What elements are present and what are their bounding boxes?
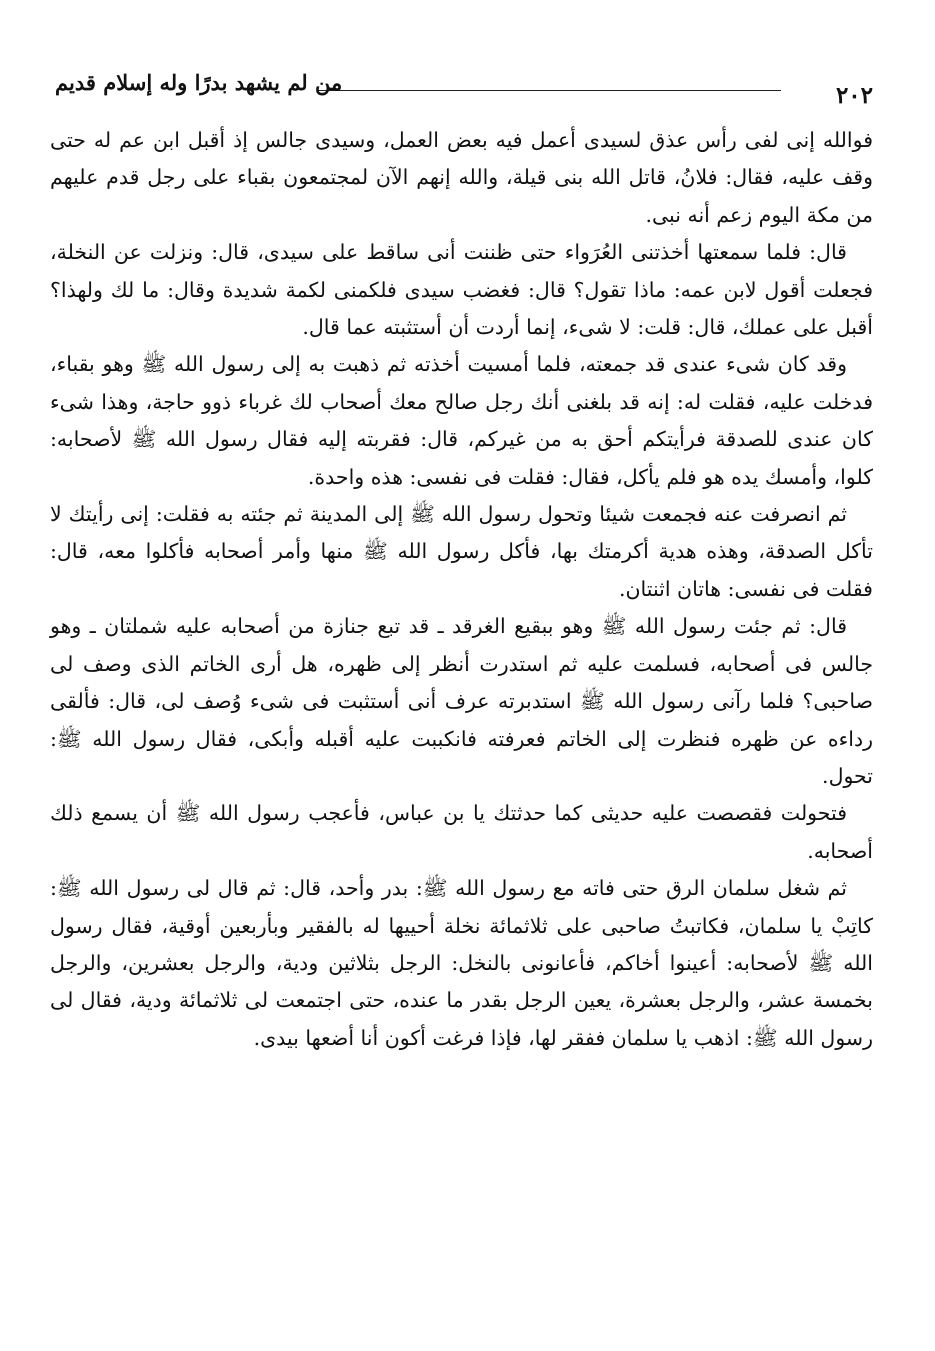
- page-number: ٢٠٢: [835, 82, 873, 109]
- paragraph: ثم شغل سلمان الرق حتى فاته مع رسول الله ﷺ: بدر وأحد، قال: ثم قال لى رسول الله ﷺ: كاتِبْ يا سلمان، فكاتبتُ صاحبى على ثلاثمائة نخلة أحييها له بالفقير وبأربعين أوقية، فقال رسول الله ﷺ لأصحابه: أعينوا أخاكم، فأعانونى بالنخل: الرجل بثلاثين ودية، والرجل بعشرين، والرجل بخمسة عشر، والرجل بعشرة، يعين الرجل بقدر ما عنده، حتى اجتمعت لى ثلاثمائة ودية، فقال لى رسول الله ﷺ: اذهب يا سلمان ففقر لها، فإذا فرغت أكون أنا أضعها بيدى.: [50, 876, 873, 1050]
- paragraph: فتحولت فقصصت عليه حديثى كما حدثتك يا بن عباس، فأعجب رسول الله ﷺ أن يسمع ذلك أصحابه.: [50, 801, 873, 863]
- paragraph: وقد كان شىء عندى قد جمعته، فلما أمسيت أخذته ثم ذهبت به إلى رسول الله ﷺ وهو بقباء، فدخلت عليه، فقلت له: إنه قد بلغنى أنك رجل صالح معك أصحاب لك غرباء ذوو حاجة، وهذا شىء كان عندى للصدقة فرأيتكم أحق به من غيركم، قال: فقربته إليه فقال رسول الله ﷺ لأصحابه: كلوا، وأمسك يده هو فلم يأكل، فقال: فقلت فى نفسى: هذه واحدة.: [50, 352, 873, 489]
- page-header: [55, 70, 873, 120]
- running-title: من لم يشهد بدرًا وله إسلام قديم: [55, 70, 343, 95]
- header-rule: [317, 90, 781, 91]
- paragraph: قال: فلما سمعتها أخذتنى العُرَواء حتى ظننت أنى ساقط على سيدى، قال: ونزلت عن النخلة، فجعلت أقول لابن عمه: ماذا تقول؟ قال: فغضب سيدى فلكمنى لكمة شديدة وقال: ما لك ولهذا؟ أقبل على عملك، قال: قلت: لا شىء، إنما أردت أن أستثبته عما قال.: [50, 240, 873, 340]
- paragraph: فوالله إنى لفى رأس عذق لسيدى أعمل فيه بعض العمل، وسيدى جالس إذ أقبل ابن عم له حتى وقف عليه، فقال: فلانُ، قاتل الله بنى قيلة، والله إنهم الآن لمجتمعون بقباء على رجل قدم عليهم من مكة اليوم زعم أنه نبى.: [50, 128, 873, 227]
- paragraph: ثم انصرفت عنه فجمعت شيئا وتحول رسول الله ﷺ إلى المدينة ثم جئته به فقلت: إنى رأيتك لا تأكل الصدقة، وهذه هدية أكرمتك بها، فأكل رسول الله ﷺ منها وأمر أصحابه فأكلوا معه، قال: فقلت فى نفسى: هاتان اثنتان.: [50, 502, 873, 601]
- body-text: [50, 122, 873, 1057]
- paragraph: قال: ثم جئت رسول الله ﷺ وهو ببقيع الغرقد ـ قد تبع جنازة من أصحابه عليه شملتان ـ وهو جالس فى أصحابه، فسلمت عليه ثم استدرت أنظر إلى ظهره، هل أرى الخاتم الذى وصف لى صاحبى؟ فلما رآنى رسول الله ﷺ استدبرته عرف أنى أستثبت فى شىء وُصف لى، قال: فألقى رداءه عن ظهره فنظرت إلى الخاتم فعرفته فانكببت عليه أقبله وأبكى، فقال رسول الله ﷺ: تحول.: [50, 614, 873, 788]
